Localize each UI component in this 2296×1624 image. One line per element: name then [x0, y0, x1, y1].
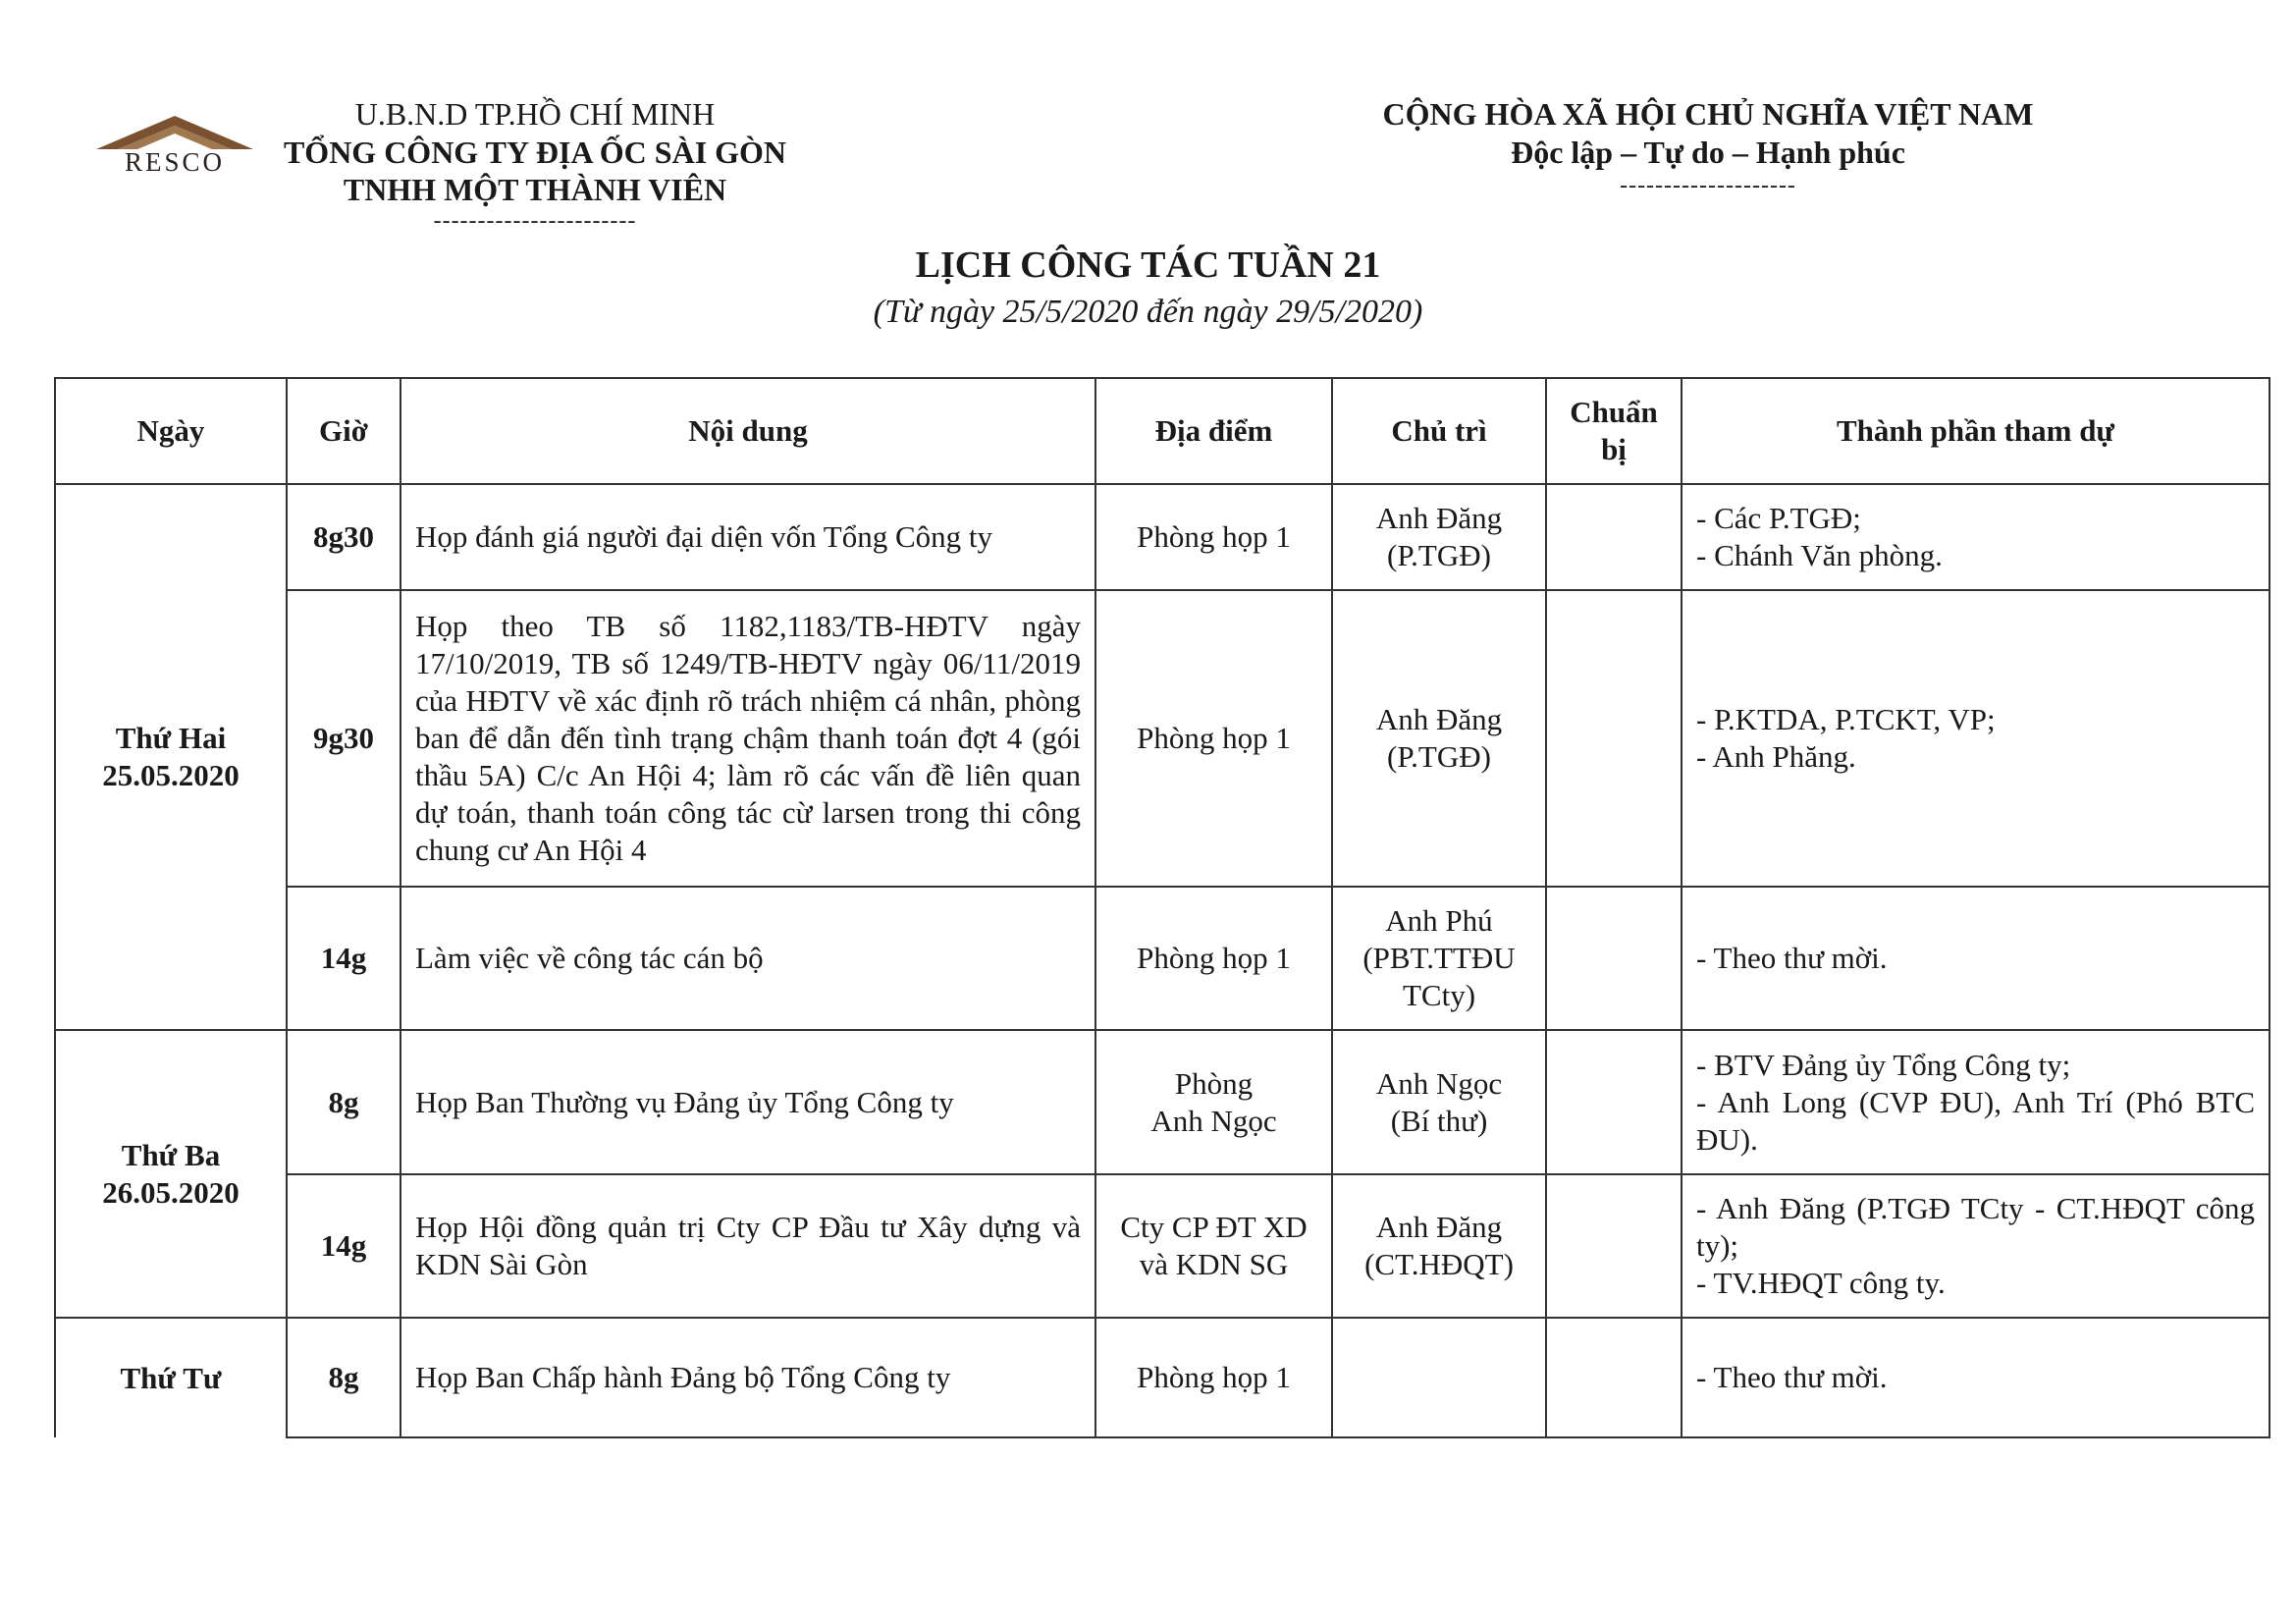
- header-time: Giờ: [287, 378, 400, 484]
- day-cell-monday: [55, 484, 287, 1030]
- header-host: Chủ trì: [1332, 378, 1546, 484]
- host-line: (Bí thư): [1390, 1103, 1488, 1138]
- attendee-line: - Anh Long (CVP ĐU), Anh Trí (Phó BTC ĐU).: [1696, 1084, 2255, 1157]
- day-cell-wednesday: [55, 1318, 287, 1437]
- host-cell: [1332, 590, 1546, 887]
- nation-motto: Độc lập – Tự do – Hạnh phúc: [1511, 135, 1905, 170]
- location-line: Phòng họp 1: [1137, 721, 1291, 755]
- header-day: Ngày: [55, 378, 287, 484]
- table-row: [55, 484, 2269, 590]
- prep-cell: [1546, 1318, 1682, 1437]
- time-cell: 9g30: [287, 590, 400, 887]
- header-prep-line-1: Chuẩn: [1570, 395, 1658, 429]
- location-cell: [1095, 1030, 1332, 1174]
- host-line: (P.TGĐ): [1387, 739, 1491, 774]
- host-line: TCty): [1402, 978, 1476, 1012]
- attendee-line: - Theo thư mời.: [1696, 1360, 1888, 1394]
- attendee-line: - Theo thư mời.: [1696, 941, 1888, 975]
- location-cell: [1095, 590, 1332, 887]
- host-cell: [1332, 1174, 1546, 1318]
- attendees-cell: [1682, 484, 2269, 590]
- table-row: [55, 1174, 2269, 1318]
- host-line: Anh Đăng: [1375, 702, 1503, 736]
- nation-divider: --------------------: [1620, 173, 1796, 198]
- header-prep-line-2: bị: [1601, 432, 1627, 466]
- location-line: và KDN SG: [1139, 1247, 1289, 1281]
- table-row: [55, 1318, 2269, 1437]
- prep-cell: [1546, 590, 1682, 887]
- location-line: Phòng họp 1: [1137, 519, 1291, 554]
- day-name: Thứ Ba: [121, 1137, 221, 1172]
- header-prep: [1546, 378, 1682, 484]
- header-content: Nội dung: [400, 378, 1095, 484]
- logo-text: RESCO: [124, 147, 226, 177]
- attendees-cell: [1682, 590, 2269, 887]
- time-cell: 8g: [287, 1318, 400, 1437]
- location-line: Cty CP ĐT XD: [1120, 1210, 1308, 1244]
- attendee-line: - Anh Đăng (P.TGĐ TCty - CT.HĐQT công ty);: [1696, 1191, 2255, 1263]
- time-cell: 8g30: [287, 484, 400, 590]
- attendee-line: - Các P.TGĐ;: [1696, 501, 1861, 535]
- location-cell: [1095, 1174, 1332, 1318]
- org-line-2: TỔNG CÔNG TY ĐỊA ỐC SÀI GÒN: [283, 135, 787, 170]
- prep-cell: [1546, 887, 1682, 1030]
- table-row: [55, 1030, 2269, 1174]
- host-cell: [1332, 887, 1546, 1030]
- location-line: Anh Ngọc: [1150, 1103, 1277, 1138]
- time-cell: 14g: [287, 887, 400, 1030]
- attendee-line: - Chánh Văn phòng.: [1696, 538, 1943, 572]
- attendee-line: - P.KTDA, P.TCKT, VP;: [1696, 702, 1996, 736]
- attendees-cell: [1682, 1318, 2269, 1437]
- location-cell: [1095, 887, 1332, 1030]
- day-name: Thứ Hai: [115, 721, 227, 755]
- location-line: Phòng: [1174, 1065, 1254, 1101]
- table-header-row: [55, 378, 2269, 484]
- host-line: Anh Phú: [1385, 903, 1493, 938]
- host-line: (CT.HĐQT): [1364, 1247, 1514, 1281]
- header-location: Địa điểm: [1095, 378, 1332, 484]
- host-line: (P.TGĐ): [1387, 538, 1491, 572]
- day-name: Thứ Tư: [120, 1360, 222, 1395]
- content-cell: Họp Hội đồng quản trị Cty CP Đầu tư Xây dựng và KDN Sài Gòn: [400, 1174, 1095, 1318]
- content-cell: Họp Ban Thường vụ Đảng ủy Tổng Công ty: [400, 1030, 1095, 1174]
- location-cell: [1095, 484, 1332, 590]
- org-divider: -----------------------: [433, 208, 637, 234]
- host-cell: [1332, 1030, 1546, 1174]
- content-cell: Họp đánh giá người đại diện vốn Tổng Công ty: [400, 484, 1095, 590]
- location-cell: [1095, 1318, 1332, 1437]
- attendee-line: - Anh Phăng.: [1696, 739, 1856, 774]
- location-line: Phòng họp 1: [1137, 1360, 1291, 1394]
- attendees-cell: [1682, 1030, 2269, 1174]
- attendee-line: - TV.HĐQT công ty.: [1696, 1266, 1946, 1300]
- organization-header: [275, 94, 795, 234]
- day-cell-tuesday: [55, 1030, 287, 1318]
- header-attendees: Thành phần tham dự: [1682, 378, 2269, 484]
- host-cell: [1332, 1318, 1546, 1437]
- nation-line-1: CỘNG HÒA XÃ HỘI CHỦ NGHĨA VIỆT NAM: [1382, 96, 2034, 132]
- day-date: 25.05.2020: [102, 758, 240, 792]
- national-header: [1306, 94, 2110, 200]
- prep-cell: [1546, 1174, 1682, 1318]
- time-cell: 8g: [287, 1030, 400, 1174]
- host-cell: [1332, 484, 1546, 590]
- table-row: [55, 590, 2269, 887]
- org-line-1: U.B.N.D TP.HỒ CHÍ MINH: [354, 96, 716, 132]
- org-line-3: TNHH MỘT THÀNH VIÊN: [343, 172, 727, 207]
- time-cell: 14g: [287, 1174, 400, 1318]
- attendees-cell: [1682, 1174, 2269, 1318]
- location-line: Phòng họp 1: [1137, 941, 1291, 975]
- host-line: (PBT.TTĐU: [1362, 941, 1516, 975]
- content-cell: Họp theo TB số 1182,1183/TB-HĐTV ngày 17/10/2019, TB số 1249/TB-HĐTV ngày 06/11/2019 của HĐTV về xác định rõ trách nhiệm cá nhân, phòng ban để dẫn đến tình trạng chậm thanh toán đợt 4 (gói thầu 5A) C/c An Hội 4; làm rõ các vấn đề liên quan dự toán, thanh toán công tác cừ larsen trong thi công chung cư An Hội 4: [400, 590, 1095, 887]
- schedule-table: [54, 377, 2270, 1438]
- content-cell: Họp Ban Chấp hành Đảng bộ Tổng Công ty: [400, 1318, 1095, 1437]
- document-title: LỊCH CÔNG TÁC TUẦN 21: [915, 244, 1381, 286]
- day-date: 26.05.2020: [102, 1174, 240, 1210]
- content-cell: Làm việc về công tác cán bộ: [400, 887, 1095, 1030]
- resco-logo: [94, 114, 255, 175]
- attendee-line: - BTV Đảng ủy Tổng Công ty;: [1696, 1047, 2071, 1082]
- host-line: Anh Đăng: [1375, 501, 1503, 535]
- prep-cell: [1546, 1030, 1682, 1174]
- attendees-cell: [1682, 887, 2269, 1030]
- host-line: Anh Ngọc: [1375, 1065, 1503, 1101]
- prep-cell: [1546, 484, 1682, 590]
- document-subtitle: (Từ ngày 25/5/2020 đến ngày 29/5/2020): [873, 294, 1423, 330]
- host-line: Anh Đăng: [1375, 1210, 1503, 1244]
- table-row: [55, 887, 2269, 1030]
